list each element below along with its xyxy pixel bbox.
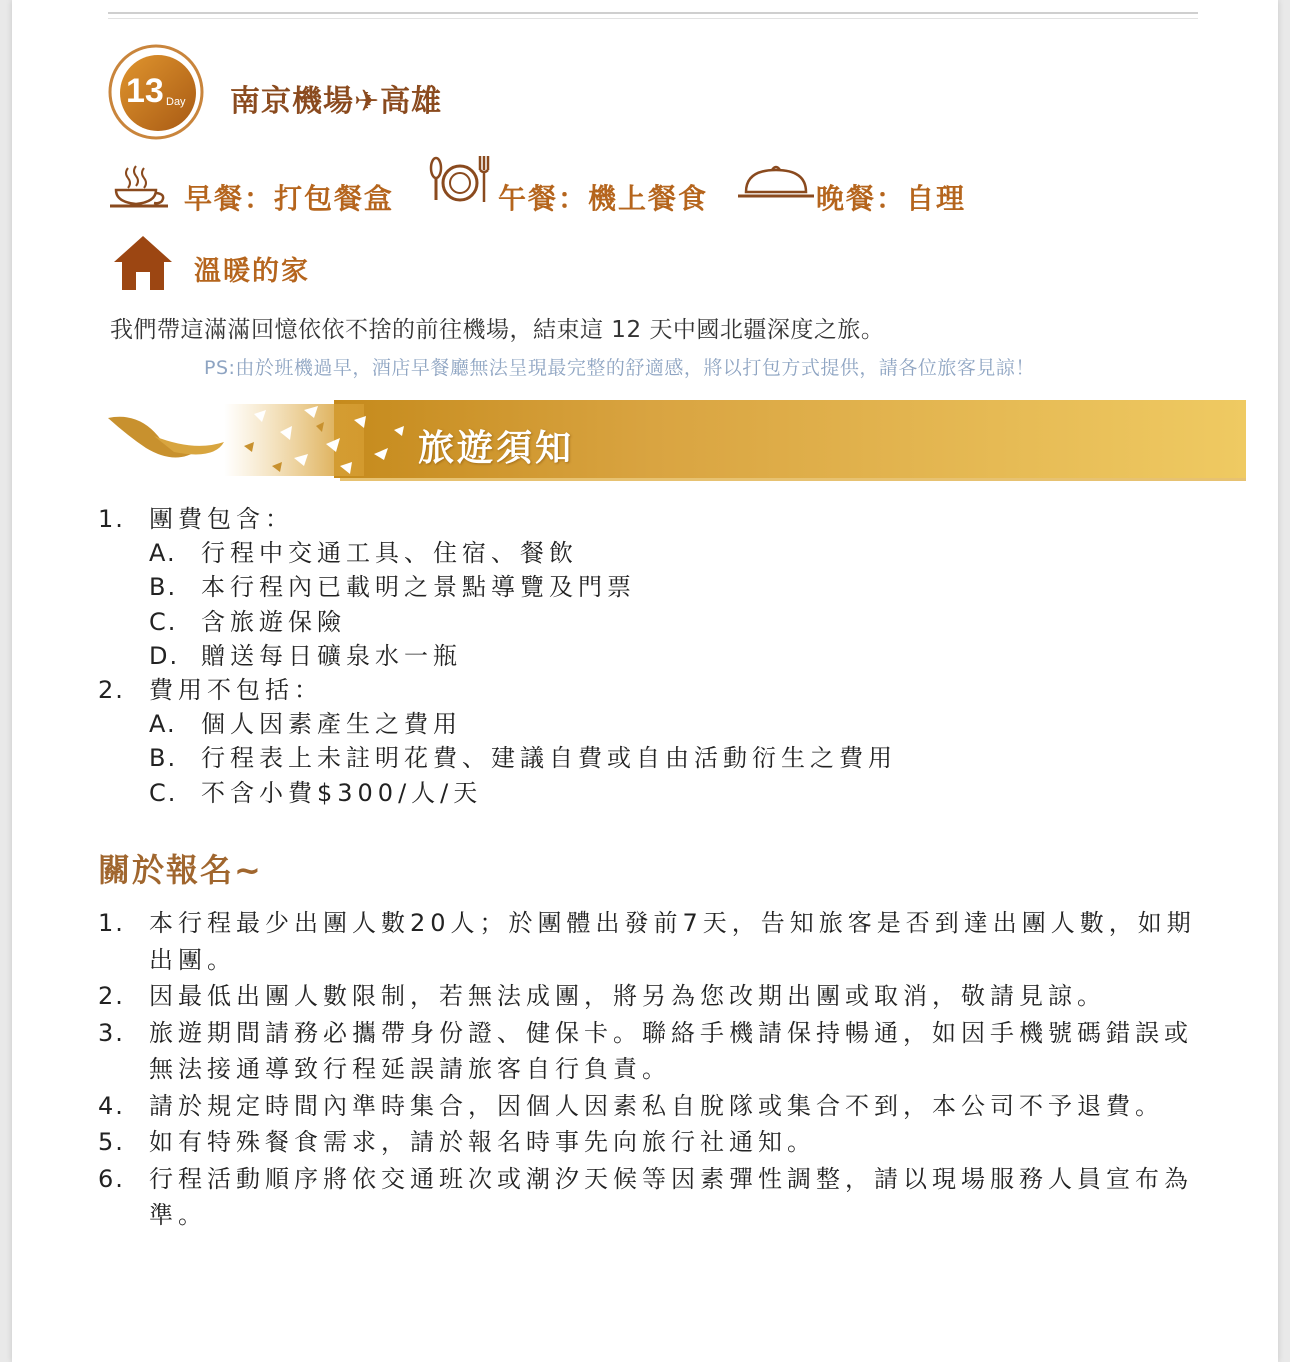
sub-item-text: 含旅遊保險 <box>201 607 346 636</box>
day-description: 我們帶這滿滿回憶依依不捨的前往機場，結束這 12 天中國北疆深度之旅。 <box>110 317 885 343</box>
lunch-label: 午餐：機上餐食 <box>498 182 709 215</box>
sub-item <box>98 605 1218 639</box>
day-number: 13 <box>126 72 164 110</box>
registration-heading: 關於報名~ <box>98 851 263 889</box>
dinner-label: 晚餐：自理 <box>816 182 967 215</box>
list-item <box>98 1161 1218 1234</box>
hotel-label: 溫暖的家 <box>194 256 310 287</box>
item-text: 團費包含： <box>149 505 294 533</box>
item-number: 4. <box>98 1091 125 1120</box>
coffee-cup-icon <box>104 162 168 212</box>
item-text: 行程活動順序將依交通班次或潮汐天候等因素彈性調整，請以現場服務人員宣布為準。 <box>149 1164 1193 1229</box>
item-text: 如有特殊餐食需求，請於報名時事先向旅行社通知。 <box>149 1128 816 1156</box>
item-number: 1. <box>98 505 125 533</box>
item-number: 1. <box>98 909 125 937</box>
sub-item <box>98 707 1218 741</box>
sub-item <box>98 741 1218 775</box>
list-item <box>98 1088 1218 1125</box>
item-number: 2. <box>98 982 125 1010</box>
route-title: 南京機場✈高雄 <box>230 84 443 119</box>
document-page <box>12 0 1278 1362</box>
sub-item-letter: B. <box>149 573 178 602</box>
list-item <box>98 1015 1218 1088</box>
cloche-icon <box>736 162 816 206</box>
meal-dinner <box>736 162 1036 218</box>
meal-lunch <box>428 150 728 215</box>
item-text: 請於規定時間內準時集合，因個人因素私自脫隊或集合不到，本公司不予退費。 <box>149 1091 1164 1120</box>
sub-item-letter: A. <box>149 710 177 739</box>
sub-item-text: 行程中交通工具、住宿、餐飲 <box>201 539 578 568</box>
item-number: 2. <box>98 675 125 704</box>
list-item <box>98 905 1218 978</box>
sub-item-letter: A. <box>149 539 177 568</box>
sub-item-text: 不含小費$300/人/天 <box>201 778 483 807</box>
sub-item-text: 個人因素產生之費用 <box>201 710 462 739</box>
item-text: 費用不包括： <box>149 675 323 704</box>
section-banner <box>104 396 1246 484</box>
house-icon <box>112 234 174 292</box>
item-text: 本行程最少出團人數20人；於團體出發前7天，告知旅客是否到達出團人數，如期出團。 <box>149 909 1196 974</box>
day-unit: Day <box>166 96 186 108</box>
item-number: 3. <box>98 1018 125 1047</box>
sub-item <box>98 639 1218 673</box>
travel-notes-list <box>98 502 1218 810</box>
ps-note: PS:由於班機過早，酒店早餐廳無法呈現最完整的舒適感，將以打包方式提供，請各位旅客見諒！ <box>204 357 1035 379</box>
sub-item-letter: C. <box>149 778 178 807</box>
item-text: 旅遊期間請務必攜帶身份證、健保卡。聯絡手機請保持暢通，如因手機號碼錯誤或無法接通導致行程延誤請旅客自行負責。 <box>149 1018 1193 1083</box>
meal-breakfast <box>104 162 404 218</box>
list-item <box>98 673 1218 707</box>
sub-item-text: 本行程內已載明之景點導覽及門票 <box>201 573 636 602</box>
sub-item <box>98 776 1218 810</box>
item-number: 5. <box>98 1128 125 1156</box>
list-item <box>98 978 1218 1015</box>
day-badge-icon <box>108 42 208 142</box>
top-divider <box>108 12 1198 19</box>
item-number: 6. <box>98 1164 125 1193</box>
sub-item-letter: C. <box>149 607 178 636</box>
sub-item-letter: B. <box>149 744 178 773</box>
list-item <box>98 502 1218 536</box>
registration-list <box>98 905 1218 1234</box>
plate-utensils-icon <box>428 150 494 212</box>
sub-item-letter: D. <box>149 641 180 670</box>
list-item <box>98 1124 1218 1161</box>
sub-item-text: 行程表上未註明花費、建議自費或自由活動衍生之費用 <box>201 744 897 773</box>
sub-item <box>98 536 1218 570</box>
sub-item <box>98 570 1218 604</box>
breakfast-label: 早餐：打包餐盒 <box>184 182 395 215</box>
banner-title: 旅遊須知 <box>418 427 575 469</box>
sub-item-text: 贈送每日礦泉水一瓶 <box>201 641 462 670</box>
item-text: 因最低出團人數限制，若無法成團，將另為您改期出團或取消，敬請見諒。 <box>149 982 1106 1010</box>
